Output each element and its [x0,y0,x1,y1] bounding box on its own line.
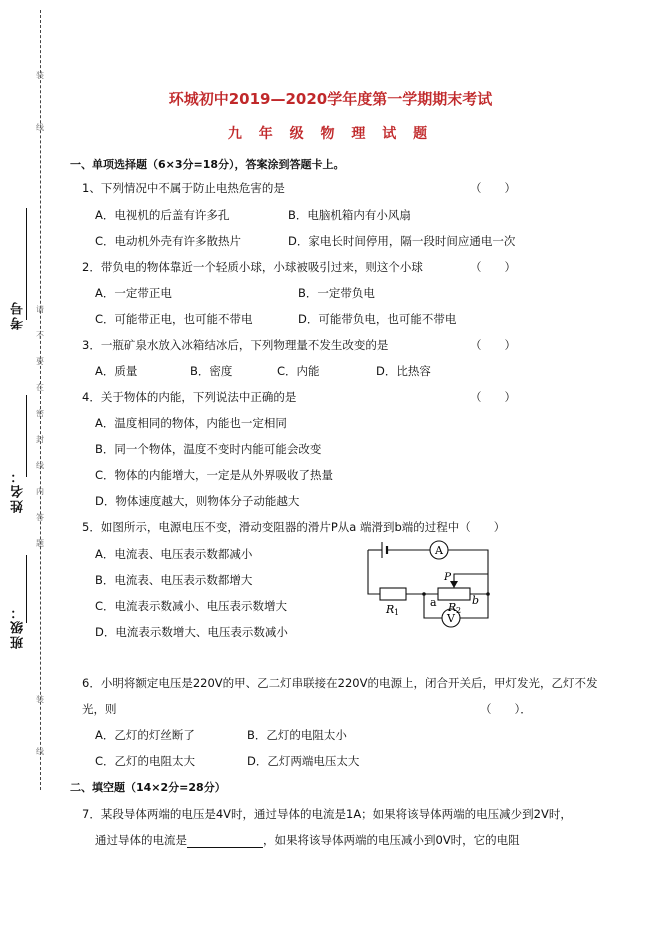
class-line[interactable] [26,555,27,623]
q3-stem: 3．一瓶矿泉水放入冰箱结冰后，下列物理量不发生改变的是 [82,338,389,352]
q4-option-c[interactable]: C．物体的内能增大，一定是从外界吸收了热量 [95,468,334,482]
q3-answer-paren[interactable]: （ ） [470,338,516,352]
junction-dot-right [486,592,490,596]
q7-blank-1[interactable] [187,835,263,848]
end-a-label: a [430,596,437,609]
q5-option-c[interactable]: C．电流表示数减小、电压表示数增大 [95,599,288,613]
seal-char: 内 [36,487,44,496]
q4-option-a[interactable]: A．温度相同的物体，内能也一定相同 [95,416,287,430]
q6-answer-paren[interactable]: （ ）． [480,702,532,716]
r2-label: R [448,601,457,614]
q7-line1: 7．某段导体两端的电压是4V时，通过导体的电流是1A；如果将该导体两端的电压减少到2V时， [82,807,572,821]
seal-char: 封 [36,435,44,444]
exam-number-label: 考号 [11,300,26,330]
seal-char: 线 [36,123,44,132]
circuit-diagram [360,538,500,630]
q3-option-d[interactable]: D．比热容 [376,364,431,378]
voltmeter-label: V [447,612,455,625]
q4-stem: 4．关于物体的内能，下列说法中正确的是 [82,390,297,404]
q2-stem: 2．带负电的物体靠近一个轻质小球，小球被吸引过来，则这个小球 [82,260,423,274]
seal-char: 装 [36,695,44,704]
q3-option-a[interactable]: A．质量 [95,364,138,378]
q5-option-a[interactable]: A．电流表、电压表示数都减小 [95,547,253,561]
end-b-label: b [472,594,480,607]
q1-answer-paren[interactable]: （ ） [470,181,516,195]
seal-char: 题 [36,539,44,548]
exam-number-line[interactable] [26,208,27,320]
q5-stem: 5．如图所示，电源电压不变，滑动变阻器的滑片P从a 端滑到b端的过程中（ ） [82,520,506,534]
slider-label: P [444,571,452,583]
slider-arrow [450,581,458,588]
section-2-heading: 二、填空题（14×2分=28分） [70,781,226,794]
q4-option-d[interactable]: D．物体速度越大，则物体分子动能越大 [95,494,300,508]
q6-stem-line1: 6．小明将额定电压是220V的甲、乙二灯串联接在220V的电源上，闭合开关后，甲灯发光，乙灯不发 [82,676,598,690]
name-label: 姓名： [11,468,26,513]
ammeter-label: A [435,544,443,557]
q6-stem-line2: 光，则 [82,702,117,716]
exam-subtitle: 九 年 级 物 理 试 题 [227,126,434,142]
name-line[interactable] [26,395,27,477]
q3-option-b[interactable]: B．密度 [190,364,233,378]
q1-option-b[interactable]: B．电脑机箱内有小风扇 [288,208,411,222]
q2-option-a[interactable]: A．一定带正电 [95,286,172,300]
q2-option-c[interactable]: C．可能带正电，也可能不带电 [95,312,253,326]
q7-line2-end: ，如果将该导体两端的电压减小到0V时，它的电阻 [263,833,520,847]
class-label: 班级： [11,604,26,649]
q6-option-a[interactable]: A．乙灯的灯丝断了 [95,728,195,742]
q1-option-c[interactable]: C．电动机外壳有许多散热片 [95,234,242,248]
q6-option-d[interactable]: D．乙灯两端电压太大 [247,754,360,768]
slider-wire [454,574,488,588]
seal-char: 不 [36,331,44,340]
seal-char: 装 [36,71,44,80]
exam-title: 环城初中2019—2020学年度第一学期期末考试 [168,90,493,108]
junction-dot [422,592,426,596]
rheostat-r2 [438,588,470,600]
r2-subscript: 2 [456,606,462,615]
q7-line2-start: 通过导体的电流是 [95,833,187,847]
seal-char: 请 [36,305,44,314]
seal-char: 线 [36,461,44,470]
seal-char: 密 [36,409,44,418]
q1-option-d[interactable]: D．家电长时间停用，隔一段时间应通电一次 [288,234,516,248]
q2-option-d[interactable]: D．可能带负电，也可能不带电 [298,312,457,326]
seal-char: 要 [36,357,44,366]
seal-char: 答 [36,513,44,522]
q1-stem: 1、下列情况中不属于防止电热危害的是 [82,181,285,195]
q4-answer-paren[interactable]: （ ） [470,390,516,404]
section-1-heading: 一、单项选择题（6×3分=18分），答案涂到答题卡上。 [70,158,345,171]
q6-option-c[interactable]: C．乙灯的电阻太大 [95,754,196,768]
resistor-r1 [380,588,406,600]
q2-answer-paren[interactable]: （ ） [470,260,516,274]
q3-option-c[interactable]: C．内能 [277,364,320,378]
r1-label: R [386,603,395,616]
seal-char: 在 [36,383,44,392]
r1-subscript: 1 [394,608,400,617]
seal-char: 线 [36,747,44,756]
q4-option-b[interactable]: B．同一个物体，温度不变时内能可能会改变 [95,442,322,456]
wire-left [368,550,380,594]
q7-line2 [95,832,520,848]
q1-option-a[interactable]: A．电视机的后盖有许多孔 [95,208,230,222]
q5-option-b[interactable]: B．电流表、电压表示数都增大 [95,573,253,587]
q6-option-b[interactable]: B．乙灯的电阻太小 [247,728,347,742]
q2-option-b[interactable]: B．一定带负电 [298,286,375,300]
q5-option-d[interactable]: D．电流表示数增大、电压表示数减小 [95,625,288,639]
